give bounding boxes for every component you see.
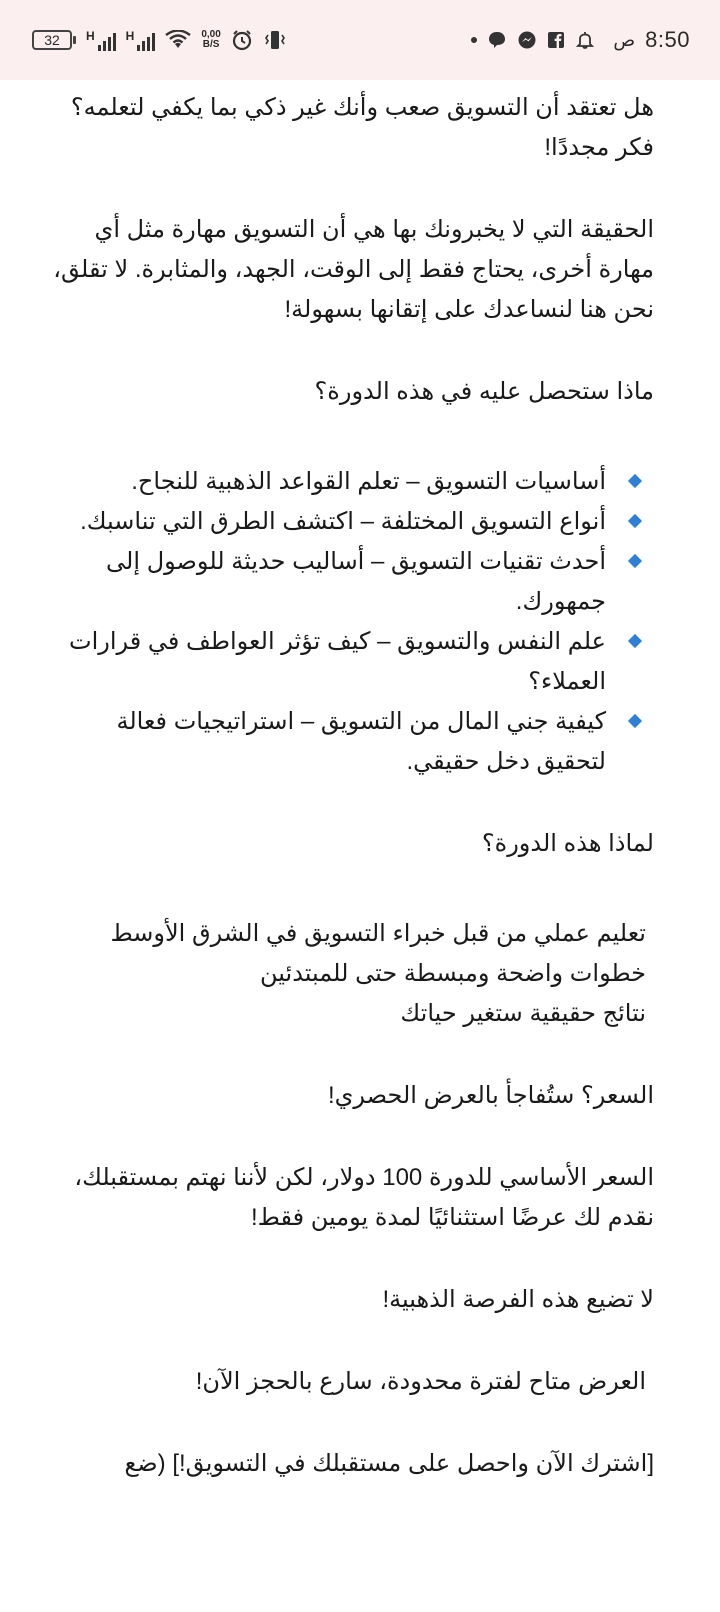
status-bar: [0, 0, 720, 80]
benefits-list: [42, 462, 654, 782]
list-item: أنواع التسويق المختلفة – اكتشف الطرق التي تناسبك.: [42, 502, 654, 542]
diamond-bullet-icon: [628, 554, 642, 568]
truth-paragraph: الحقيقة التي لا يخبرونك بها هي أن التسويق مهارة مثل أي مهارة أخرى، يحتاج فقط إلى الوقت، الجهد، والمثابرة. لا تقلق، نحن هنا لنساعدك على إتقانها بسهولة!: [53, 216, 654, 323]
article-body: [42, 88, 654, 1484]
cta-line: [اشترك الآن واحصل على مستقبلك في التسويق!] (ضع: [124, 1450, 654, 1477]
price-heading: السعر؟ ستُفاجأ بالعرض الحصري!: [327, 1082, 654, 1109]
battery-level: 32: [44, 32, 60, 48]
why-line: نتائج حقيقية ستغير حياتك: [400, 1000, 646, 1027]
notification-bell-icon: [575, 30, 595, 50]
diamond-bullet-icon: [628, 634, 642, 648]
vibrate-icon: [263, 29, 287, 51]
ampm-indicator: ص: [613, 29, 636, 50]
clock: 8:50: [645, 27, 690, 52]
list-item: أساسيات التسويق – تعلم القواعد الذهبية للنجاح.: [42, 462, 654, 502]
why-heading: لماذا هذه الدورة؟: [481, 830, 654, 857]
diamond-bullet-icon: [628, 714, 642, 728]
list-item: كيفية جني المال من التسويق – استراتيجيات فعالة لتحقيق دخل حقيقي.: [42, 702, 654, 782]
more-notifications-icon: [471, 37, 477, 43]
intro-exclamation: فكر مجددًا!: [544, 134, 654, 161]
net-speed: 0,00 B/S: [201, 29, 221, 50]
signal-icon: H: [86, 29, 116, 51]
list-item: أحدث تقنيات التسويق – أساليب حديثة للوصول إلى جمهورك.: [42, 542, 654, 622]
status-right: [471, 27, 690, 53]
benefits-heading: ماذا ستحصل عليه في هذه الدورة؟: [314, 378, 654, 405]
list-item: علم النفس والتسويق – كيف تؤثر العواطف في قرارات العملاء؟: [42, 622, 654, 702]
status-left: [32, 29, 287, 51]
why-lines: [42, 914, 654, 1034]
why-line: خطوات واضحة ومبسطة حتى للمبتدئين: [260, 960, 646, 987]
chat-icon: [487, 30, 507, 50]
battery-icon: [32, 30, 76, 50]
diamond-bullet-icon: [628, 474, 642, 488]
alarm-icon: [231, 29, 253, 51]
price-paragraph: السعر الأساسي للدورة 100 دولار، لكن لأننا نهتم بمستقبلك، نقدم لك عرضًا استثنائيًا لمدة يومين فقط!: [74, 1164, 654, 1231]
facebook-icon: [547, 31, 565, 49]
wifi-icon: [165, 30, 191, 50]
intro-question: هل تعتقد أن التسويق صعب وأنك غير ذكي بما يكفي لتعلمه؟: [70, 94, 654, 121]
dont-miss-line: لا تضيع هذه الفرصة الذهبية!: [382, 1286, 654, 1313]
why-line: تعليم عملي من قبل خبراء التسويق في الشرق الأوسط: [110, 920, 646, 947]
limited-offer-line: العرض متاح لفترة محدودة، سارع بالحجز الآن!: [195, 1368, 646, 1395]
diamond-bullet-icon: [628, 514, 642, 528]
messenger-icon: [517, 30, 537, 50]
signal-icon-2: H: [126, 29, 156, 51]
